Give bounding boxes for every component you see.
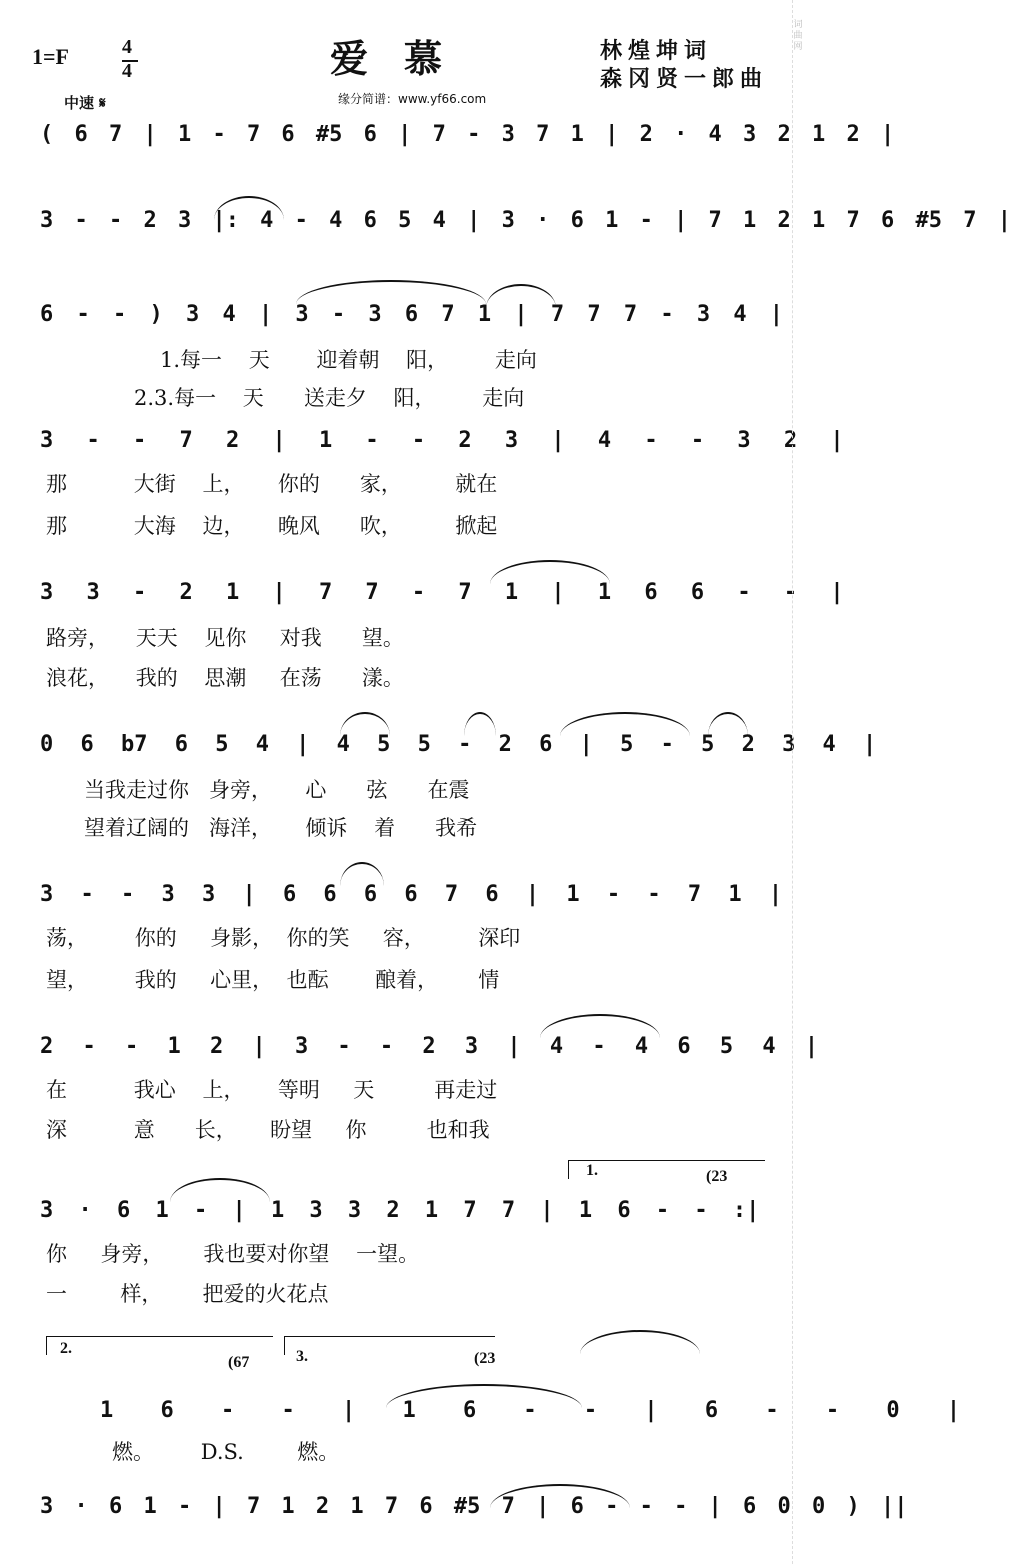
lyric-line: 那 大街 上， 你的 家， 就在 [46,472,498,496]
staff-row-5: 3 3 - 2 1 | 7 7 - 7 1 | 1 6 6 - - | [40,580,844,605]
lyric-line: 深 意 长， 盼望 你 也和我 [46,1118,490,1142]
lyric-line: 那 大海 边， 晚风 吹， 掀起 [46,514,498,538]
staff-row-3: 6 - - ) 3 4 | 3 - 3 6 7 1 | 7 7 7 - 3 4 | [40,302,784,327]
staff-row-6: 0 6 b7 6 5 4 | 4 5 5 - 2 6 | 5 - 5 2 3 4 | [40,732,877,757]
volta-1-label: 1. [586,1162,598,1179]
lyric-line: 望着辽阔的 海洋， 倾诉 着 我希 [84,816,478,840]
pickup-3: (23 [474,1350,496,1367]
volta-2 [46,1336,273,1355]
lyric-line: 你 身旁， 我也要对你望 一望。 [46,1242,420,1266]
song-title: 爱慕 [330,36,479,81]
lyric-line: 一 样， 把爱的火花点 [46,1282,329,1306]
time-signature-top: 4 [122,36,132,58]
time-signature-bottom: 4 [122,60,132,82]
volta-2-label: 2. [60,1340,72,1357]
staff-row-10: 1 6 - - | 1 6 - - | 6 - - 0 | [100,1398,961,1423]
staff-row-11: 3 · 6 1 - | 7 1 2 1 7 6 #5 7 | 6 - - - | 6 0 0 ) || [40,1494,908,1519]
slur [490,560,610,584]
staff-row-9: 3 · 6 1 - | 1 3 3 2 1 7 7 | 1 6 - - :| [40,1198,760,1223]
slur [490,1484,630,1508]
slur [580,1330,700,1354]
staff-row-4: 3 - - 7 2 | 1 - - 2 3 | 4 - - 3 2 | [40,428,844,453]
slur [540,1014,660,1038]
slur [170,1178,270,1202]
tempo-mark: 中速 𝄋 [64,94,106,112]
slur [340,862,384,886]
lyric-line: 荡， 你的 身影， 你的笑 容， 深印 [46,926,521,950]
slur [486,284,556,308]
slur [296,280,486,304]
watermark-text: 词曲网 [793,20,803,52]
staff-row-2: 3 - - 2 3 |: 4 - 4 6 5 4 | 3 · 6 1 - | 7 1 2 1 7 6 #5 7 | [40,208,1011,233]
lyricist: 林煌坤词 [600,38,713,64]
staff-row-8: 2 - - 1 2 | 3 - - 2 3 | 4 - 4 6 5 4 | [40,1034,819,1059]
slur [464,712,496,736]
pickup-1: (23 [706,1168,728,1185]
lyric-line: 在 我心 上， 等明 天 再走过 [46,1078,498,1102]
staff-row-7: 3 - - 3 3 | 6 6 6 6 7 6 | 1 - - 7 1 | [40,882,783,907]
site-credit: 缘分简谱：www.yf66.com [338,92,487,106]
lyric-line: 当我走过你 身旁， 心 弦 在震 [84,778,470,802]
slur [386,1384,582,1408]
slur [560,712,690,736]
lyric-line: 望， 我的 心里， 也酝 酿着， 情 [46,968,500,992]
lyric-line: 浪花， 我的 思潮 在荡 漾。 [46,666,404,690]
lyric-line: 2.3.每一 天 送走夕 阳， 走向 [134,386,525,410]
staff-row-1: ( 6 7 | 1 - 7 6 #5 6 | 7 - 3 7 1 | 2 · 4 3 2 1 2 | [40,122,895,147]
slur [214,196,284,220]
lyric-line: 1.每一 天 迎着朝 阳， 走向 [160,348,537,372]
key-signature: 1=F [32,44,69,69]
lyric-line: 燃。 D.S. 燃。 [112,1440,340,1464]
slur [340,712,390,736]
volta-3-label: 3. [296,1348,308,1365]
composer: 森冈贤一郎曲 [600,66,769,92]
slur [708,712,748,736]
watermark-strip [792,0,809,1564]
volta-3 [284,1336,495,1355]
lyric-line: 路旁， 天天 见你 对我 望。 [46,626,404,650]
pickup-2: (67 [228,1354,250,1371]
